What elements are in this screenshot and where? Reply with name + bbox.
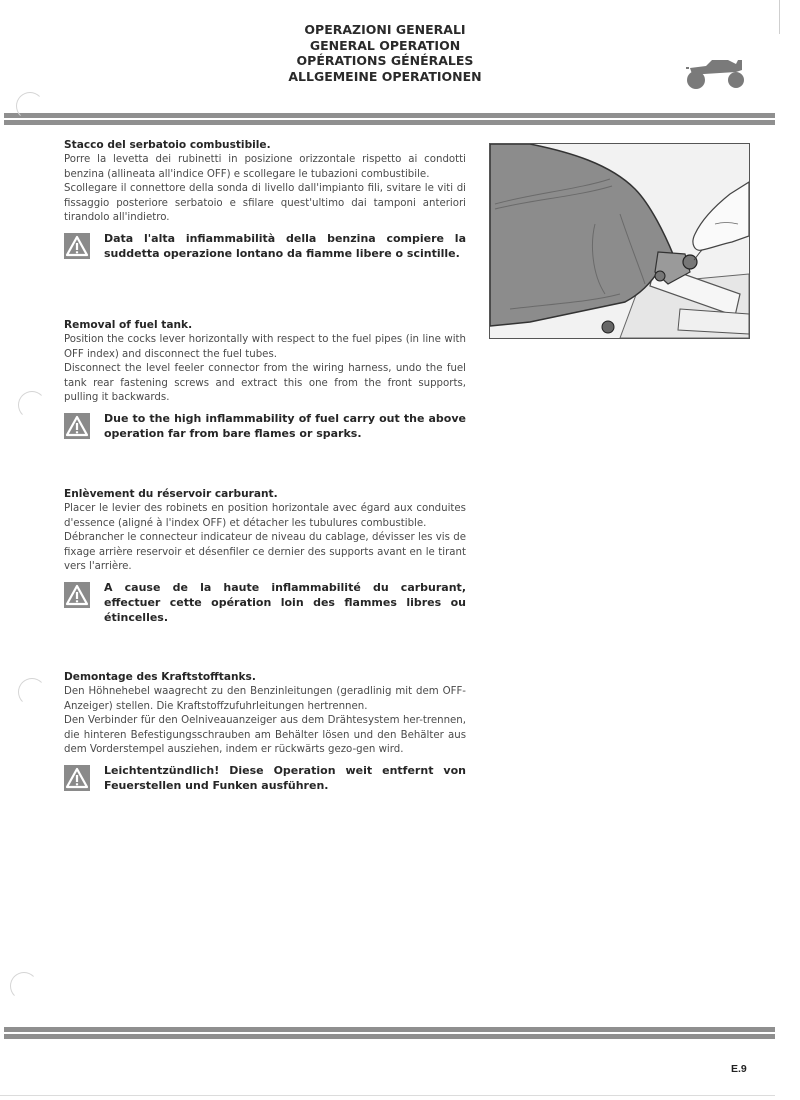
paragraph: Scollegare il connettore della sonda di livello dall'impianto fili, svitare le viti di fissaggio posteriore serbatoio e sfilare quest'ultimo dai tamponi anteriori tirandolo all'indietro. — [64, 183, 466, 224]
section-german — [64, 671, 466, 793]
section-body — [64, 153, 466, 226]
section-english — [64, 319, 466, 441]
page-header-titles — [270, 22, 500, 84]
warning-triangle-icon — [64, 582, 90, 608]
paragraph: Porre la levetta dei rubinetti in posizione orizzontale rispetto ai condotti benzina (allineata all'indice OFF) e scollegare le tubazioni combustibile. — [64, 154, 466, 180]
section-body — [64, 333, 466, 406]
section-title: Stacco del serbatoio combustibile. — [64, 139, 271, 151]
warning-triangle-icon — [64, 233, 90, 259]
warning-block — [64, 580, 466, 625]
fuel-tank-illustration — [489, 143, 750, 339]
warning-text: Due to the high inflammability of fuel carry out the above operation far from bare flames or sparks. — [104, 411, 466, 440]
paragraph: Den Höhnehebel waagrecht zu den Benzinleitungen (geradlinig mit dem OFF-Anzeiger) stellen. Die Kraftstoffzufuhrleitungen hertrennen. — [64, 686, 466, 712]
punch-hole-mark — [16, 92, 44, 120]
paragraph: Den Verbinder für den Oelniveauanzeiger aus dem Drähtesystem her-trennen, die hinteren Befestigungsschrauben am Behälter lösen und den Behälter aus dem Vorderstempel ausziehen, indem er rückwärts gezo-gen wird. — [64, 715, 466, 756]
paragraph: Disconnect the level feeler connector from the wiring harness, undo the fuel tank rear fastening screws and extract this one from the front supports, pulling it backwards. — [64, 363, 466, 404]
bottom-rule — [0, 1095, 775, 1096]
section-title: Enlèvement du réservoir carburant. — [64, 488, 278, 500]
warning-triangle-icon — [64, 765, 90, 791]
title-french: OPÉRATIONS GÉNÉRALES — [296, 53, 474, 68]
title-german: ALLGEMEINE OPERATIONEN — [288, 68, 482, 84]
section-body — [64, 502, 466, 575]
paragraph: Placer le levier des robinets en position horizontale avec égard aux conduites d'essence (aligné à l'index OFF) et détacher les tubulures combustible. — [64, 503, 466, 529]
page-edge-line — [779, 0, 780, 34]
section-french — [64, 488, 466, 625]
section-italian — [64, 139, 466, 261]
warning-block — [64, 411, 466, 441]
punch-hole-mark — [18, 678, 46, 706]
warning-text: Leichtentzündlich! Diese Operation weit entfernt von Feuerstellen und Funken ausführen. — [104, 763, 466, 792]
warning-block — [64, 763, 466, 793]
warning-text: A cause de la haute inflammabilité du carburant, effectuer cette opération loin des flammes libres ou étincelles. — [104, 580, 466, 624]
motorcycle-icon — [684, 56, 746, 90]
punch-hole-mark — [18, 391, 46, 419]
page-number: E.9 — [731, 1063, 747, 1075]
section-body — [64, 685, 466, 758]
section-title: Removal of fuel tank. — [64, 319, 193, 331]
warning-block — [64, 231, 466, 261]
fuel-tank-drawing — [490, 144, 749, 338]
title-english: GENERAL OPERATION — [309, 37, 461, 53]
footer-divider — [4, 1027, 775, 1039]
section-title: Demontage des Kraftstofftanks. — [64, 671, 256, 683]
title-italian: OPERAZIONI GENERALI — [304, 22, 466, 37]
warning-text: Data l'alta infiammabilità della benzina compiere la suddetta operazione lontano da fiamme libere o scintille. — [104, 231, 466, 260]
header-divider — [4, 113, 775, 125]
paragraph: Position the cocks lever horizontally with respect to the fuel pipes (in line with OFF index) and disconnect the fuel tubes. — [64, 334, 466, 360]
paragraph: Débrancher le connecteur indicateur de niveau du cablage, dévisser les vis de fixage arrière reservoir et désenfiler ce dernier des supports avant en le tirant vers l'arrière. — [64, 532, 466, 573]
warning-triangle-icon — [64, 413, 90, 439]
punch-hole-mark — [10, 972, 38, 1000]
